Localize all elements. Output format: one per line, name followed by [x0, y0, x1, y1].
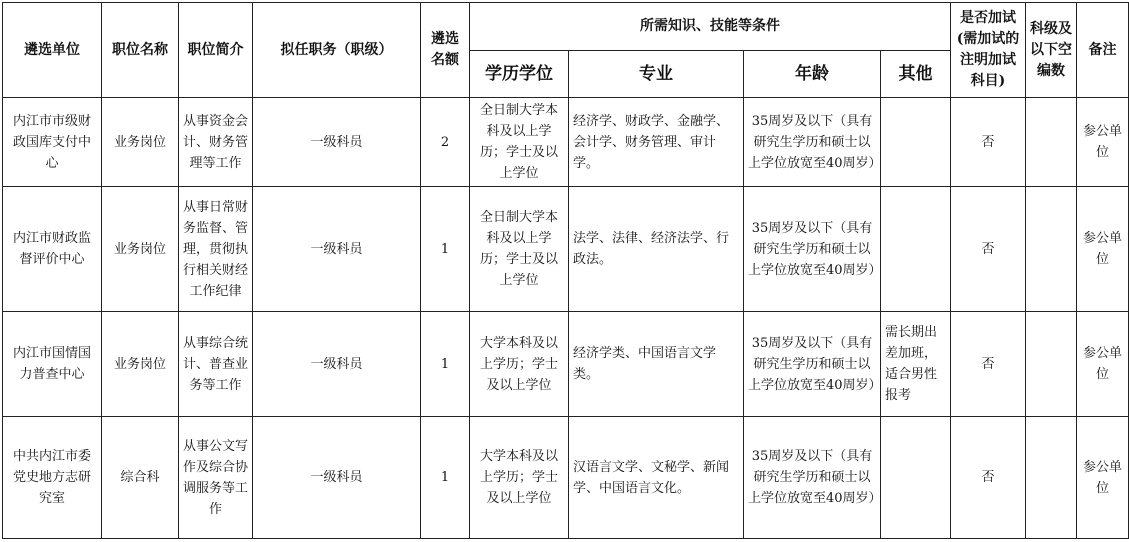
cell-age: 35周岁及以下（具有研究生学历和硕士以上学位放宽至40周岁） [744, 417, 881, 539]
cell-quota: 2 [421, 98, 470, 187]
cell-position-desc: 从事日常财务监督、管理，贯彻执行相关财经工作纪律 [179, 187, 253, 312]
table-row [3, 312, 1129, 417]
cell-other [881, 187, 951, 312]
cell-unit: 内江市市级财政国库支付中心 [3, 98, 102, 187]
cell-extra-exam: 否 [951, 312, 1026, 417]
header-quota: 遴选名额 [421, 3, 470, 98]
cell-extra-exam: 否 [951, 98, 1026, 187]
cell-education: 大学本科及以上学历；学士及以上学位 [470, 312, 569, 417]
cell-major: 经济学类、中国语言文学类。 [569, 312, 744, 417]
header-extra-exam: 是否加试(需加试的注明加试科目) [951, 3, 1026, 98]
cell-position-name: 业务岗位 [102, 187, 179, 312]
table-row [3, 417, 1129, 539]
position-table [2, 2, 1129, 539]
cell-other [881, 98, 951, 187]
header-position-name: 职位名称 [102, 3, 179, 98]
cell-major: 汉语言文学、文秘学、新闻学、中国语言文化。 [569, 417, 744, 539]
cell-quota: 1 [421, 312, 470, 417]
cell-vacancy [1026, 312, 1077, 417]
cell-post-rank: 一级科员 [253, 417, 421, 539]
cell-other [881, 417, 951, 539]
header-age: 年龄 [744, 51, 881, 98]
cell-extra-exam: 否 [951, 417, 1026, 539]
cell-vacancy [1026, 187, 1077, 312]
cell-unit: 内江市国情国力普查中心 [3, 312, 102, 417]
cell-unit: 内江市财政监督评价中心 [3, 187, 102, 312]
cell-post-rank: 一级科员 [253, 98, 421, 187]
header-post-rank: 拟任职务（职级） [253, 3, 421, 98]
table-row [3, 98, 1129, 187]
cell-remarks: 参公单位 [1077, 98, 1129, 187]
cell-position-desc: 从事资金会计、财务管理等工作 [179, 98, 253, 187]
cell-education: 大学本科及以上学历；学士及以上学位 [470, 417, 569, 539]
cell-education: 全日制大学本科及以上学历；学士及以上学位 [470, 187, 569, 312]
header-requirements: 所需知识、技能等条件 [470, 3, 951, 51]
cell-vacancy [1026, 98, 1077, 187]
cell-quota: 1 [421, 417, 470, 539]
header-other: 其他 [881, 51, 951, 98]
cell-post-rank: 一级科员 [253, 187, 421, 312]
cell-vacancy [1026, 417, 1077, 539]
table-row [3, 187, 1129, 312]
header-vacancy: 科级及以下空编数 [1026, 3, 1077, 98]
cell-age: 35周岁及以下（具有研究生学历和硕士以上学位放宽至40周岁） [744, 98, 881, 187]
cell-education: 全日制大学本科及以上学历；学士及以上学位 [470, 98, 569, 187]
cell-position-name: 综合科 [102, 417, 179, 539]
cell-position-name: 业务岗位 [102, 98, 179, 187]
cell-major: 经济学、财政学、金融学、会计学、财务管理、审计学。 [569, 98, 744, 187]
cell-position-desc: 从事公文写作及综合协调服务等工作 [179, 417, 253, 539]
cell-age: 35周岁及以下（具有研究生学历和硕士以上学位放宽至40周岁） [744, 187, 881, 312]
header-education: 学历学位 [470, 51, 569, 98]
header-position-desc: 职位简介 [179, 3, 253, 98]
cell-position-name: 业务岗位 [102, 312, 179, 417]
cell-age: 35周岁及以下（具有研究生学历和硕士以上学位放宽至40周岁） [744, 312, 881, 417]
cell-remarks: 参公单位 [1077, 312, 1129, 417]
header-unit: 遴选单位 [3, 3, 102, 98]
cell-extra-exam: 否 [951, 187, 1026, 312]
header-remarks: 备注 [1077, 3, 1129, 98]
header-row-1 [3, 3, 1129, 51]
cell-quota: 1 [421, 187, 470, 312]
cell-remarks: 参公单位 [1077, 417, 1129, 539]
cell-post-rank: 一级科员 [253, 312, 421, 417]
cell-other: 需长期出差加班，适合男性报考 [881, 312, 951, 417]
cell-major: 法学、法律、经济法学、行政法。 [569, 187, 744, 312]
cell-unit: 中共内江市委党史地方志研究室 [3, 417, 102, 539]
header-major: 专业 [569, 51, 744, 98]
cell-position-desc: 从事综合统计、普查业务等工作 [179, 312, 253, 417]
cell-remarks: 参公单位 [1077, 187, 1129, 312]
